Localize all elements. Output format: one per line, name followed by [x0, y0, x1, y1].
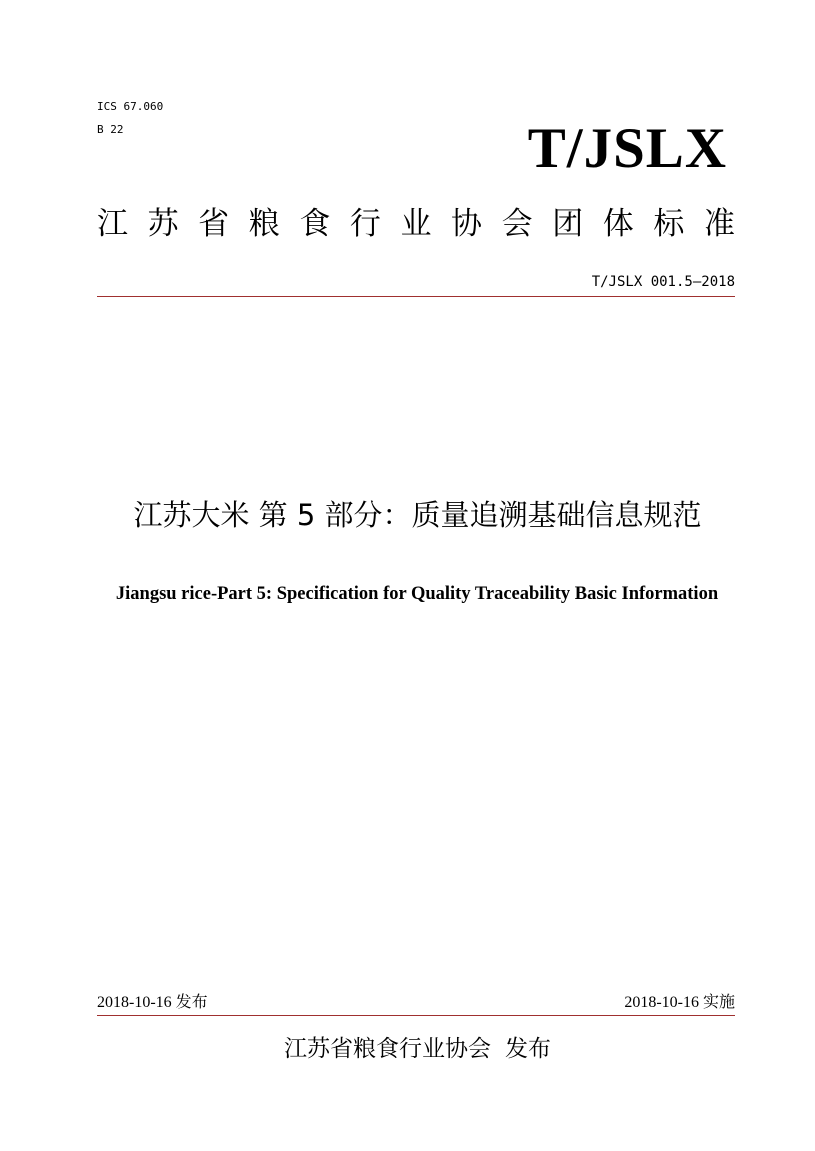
- organization-char: 标: [653, 206, 685, 242]
- publisher-line: [0, 1032, 815, 1066]
- organization-char: 行: [349, 206, 381, 242]
- organization-char: 粮: [248, 206, 280, 242]
- organization-char: 团: [552, 206, 584, 242]
- publish-word: 发布: [505, 1036, 551, 1062]
- ics-code: ICS 67.060: [97, 100, 164, 113]
- publisher-name: 江苏省粮食行业协会: [284, 1036, 491, 1062]
- document-title-chinese: 江苏大米 第 5 部分：质量追溯基础信息规范: [133, 498, 702, 532]
- organization-char: 会: [501, 206, 533, 242]
- organization-char: 体: [602, 206, 634, 242]
- ccs-code: B 22: [97, 123, 124, 136]
- organization-char: 食: [299, 206, 331, 242]
- organization-char: 苏: [147, 206, 179, 242]
- organization-char: 业: [400, 206, 432, 242]
- organization-char: 准: [703, 206, 735, 242]
- document-title-english: Jiangsu rice-Part 5: Specification for Quality Traceability Basic Information: [115, 584, 719, 604]
- organization-char: 省: [198, 206, 230, 242]
- organization-title: [97, 200, 735, 248]
- header-divider: [97, 296, 735, 297]
- organization-char: 江: [97, 206, 128, 242]
- standard-number: T/JSLX 001.5—2018: [591, 274, 735, 290]
- issue-date: 2018-10-16 发布: [97, 994, 208, 1011]
- standard-brand: T/JSLX: [527, 117, 727, 180]
- footer-divider: [97, 1015, 735, 1016]
- organization-char: 协: [451, 206, 483, 242]
- implementation-date: 2018-10-16 实施: [624, 994, 735, 1011]
